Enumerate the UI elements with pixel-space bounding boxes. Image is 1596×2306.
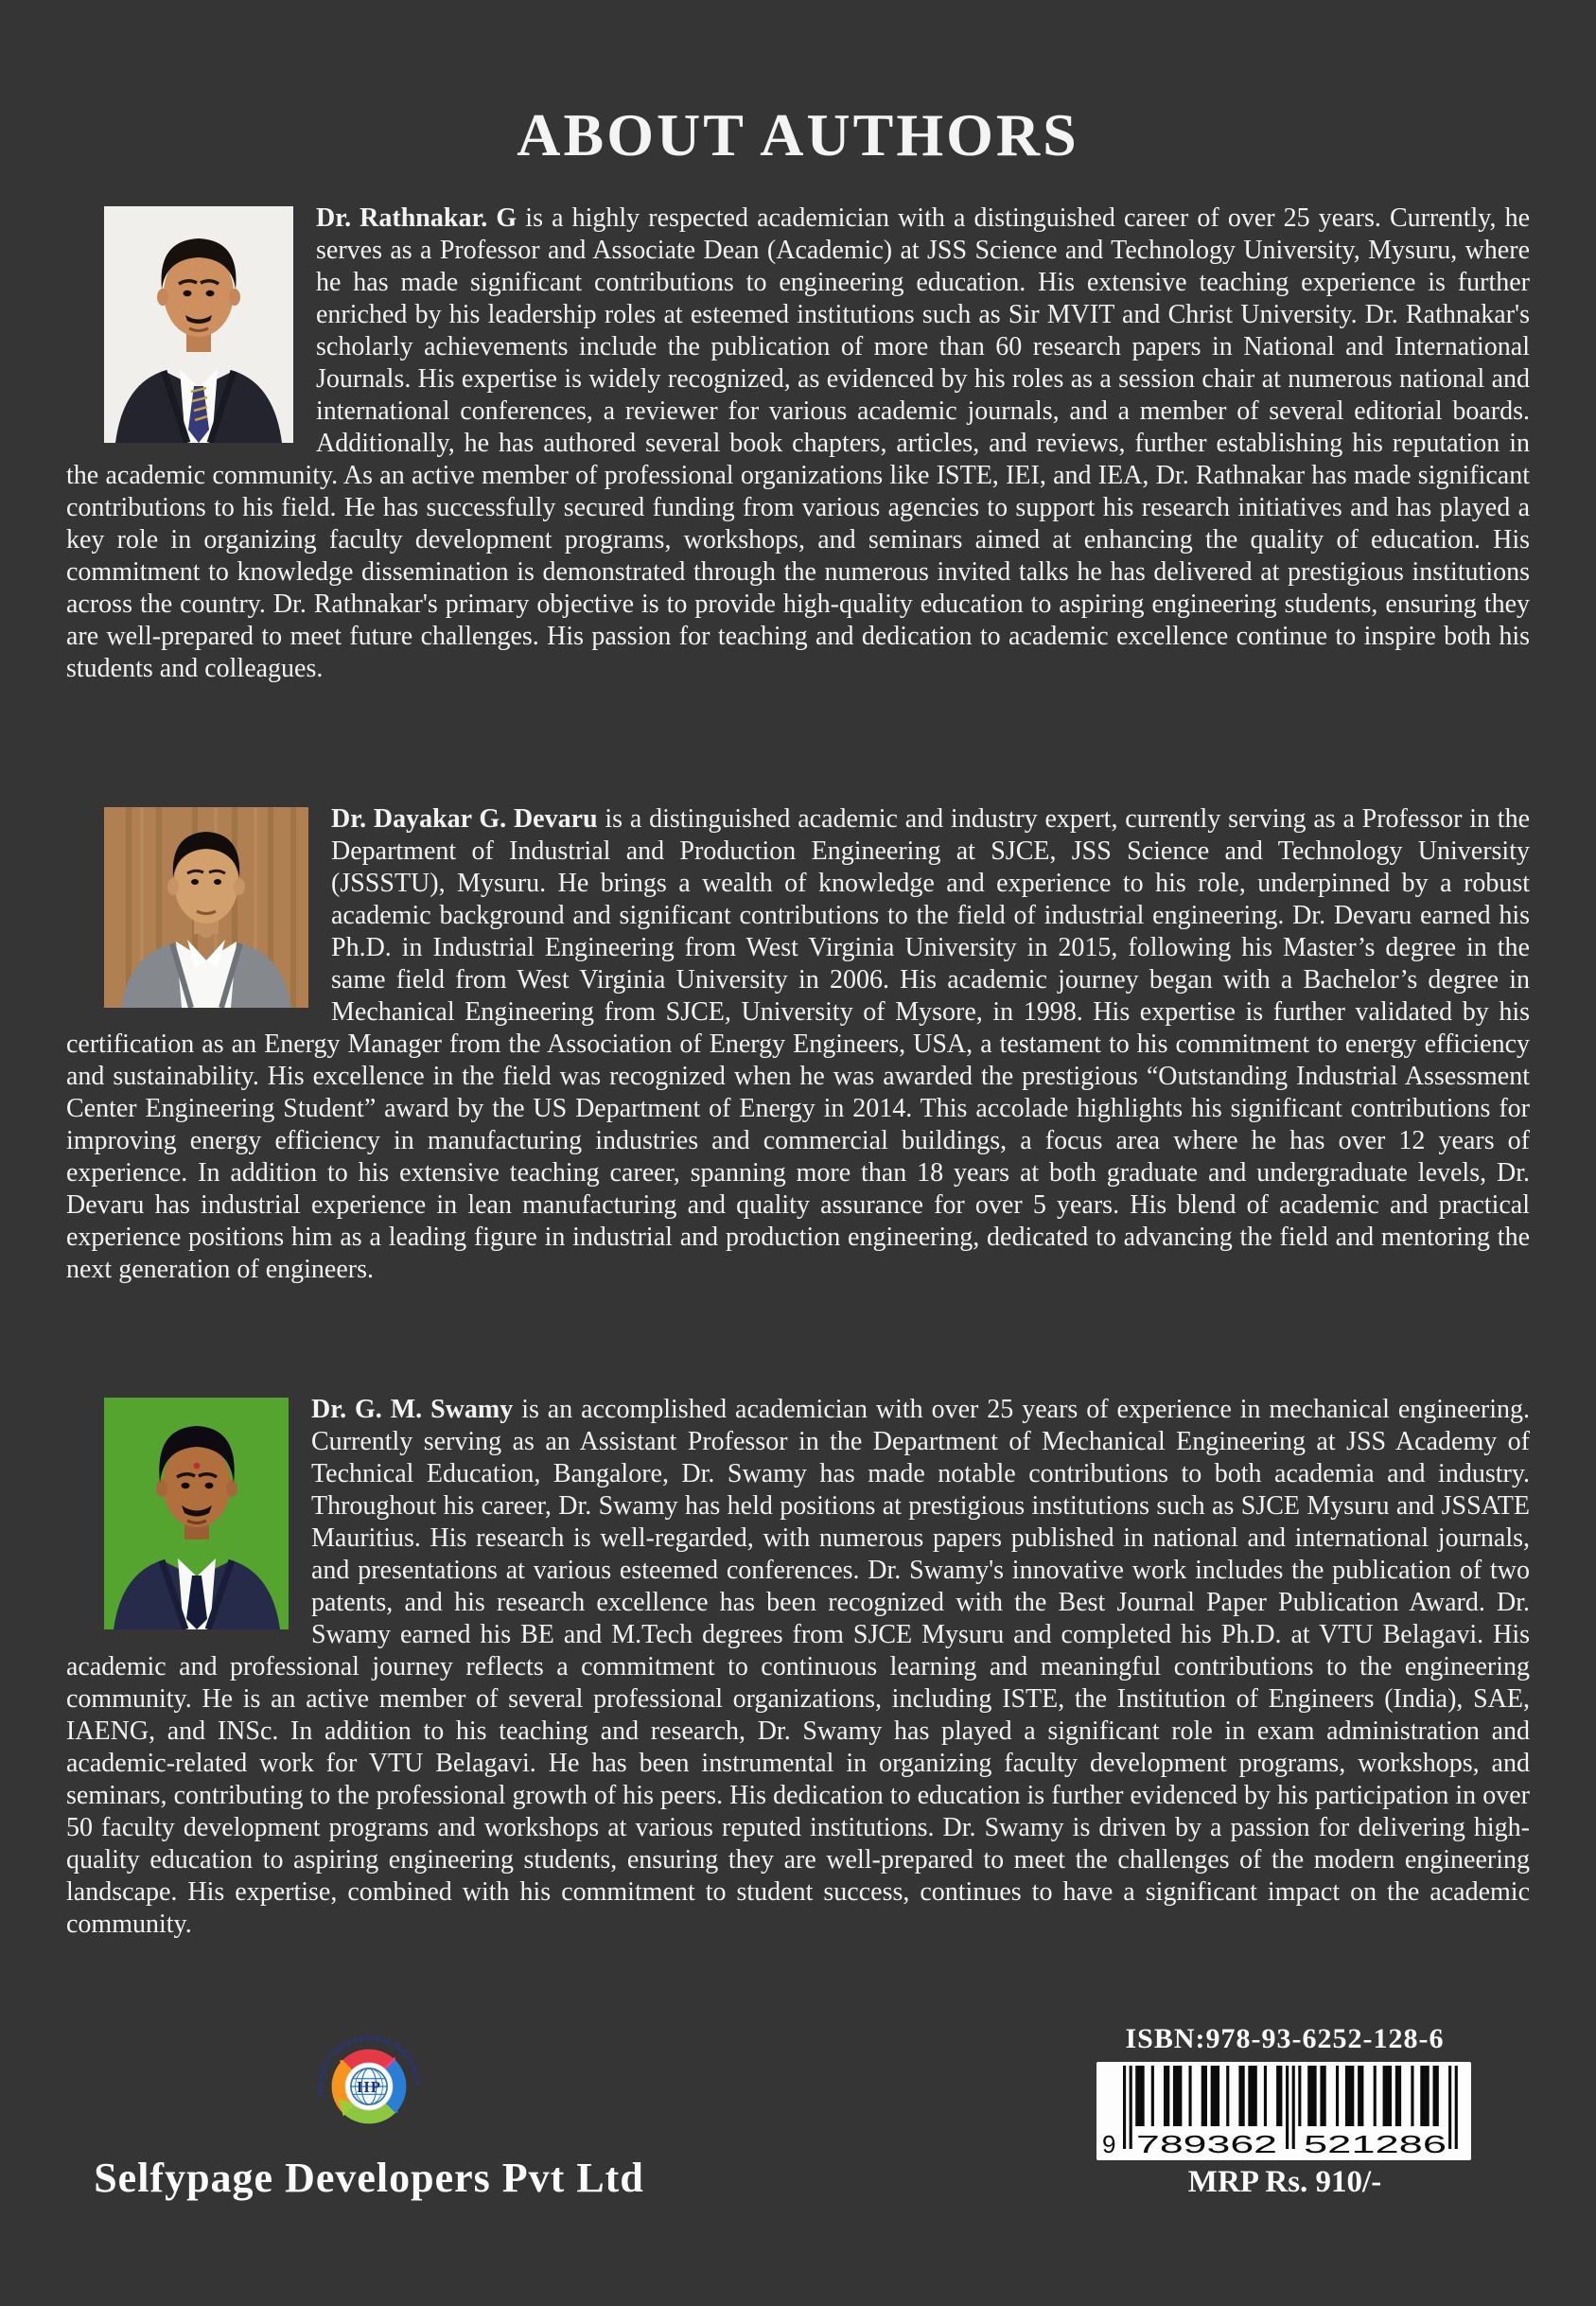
svg-text:789362: 789362: [1136, 2130, 1277, 2158]
publisher-block: [76, 2028, 662, 2202]
publisher-name: Selfypage Developers Pvt Ltd: [94, 2155, 644, 2201]
svg-text:9: 9: [1102, 2130, 1116, 2158]
author-section-rathnakar: [66, 202, 1530, 685]
iip-logo-icon: [308, 2028, 430, 2145]
mrp-text: MRP Rs. 910/-: [1187, 2165, 1382, 2199]
page-title: ABOUT AUTHORS: [517, 101, 1079, 168]
author-bio-text: is a distinguished academic and industry expert, currently serving as a Professor in the Department of Industrial and Production Engineering at SJCE, JSS Science and Technology University (JSSSTU), Mysuru. He brings a wealth of knowledge and experience to his role, underpinned by a robust academic background and significant contributions to the field of industrial engineering. Dr. Devaru earned his Ph.D. in Industrial Engineering from West Virginia University in 2015, following his Master’s degree in the same field from West Virginia University in 2006. His academic journey began with a Bachelor’s degree in Mechanical Engineering from SJCE, University of Mysore, in 1998. His expertise is further validated by his certification as an Energy Manager from the Association of Energy Engineers, USA, a testament to his commitment to energy efficiency and sustainability. His excellence in the field was recognized when he was awarded the prestigious “Outstanding Industrial Assessment Center Engineering Student” award by the US Department of Energy in 2014. This accolade highlights his significant contributions for improving energy efficiency in manufacturing industries and commercial buildings, a focus area where he has over 12 years of experience. In addition to his extensive teaching career, spanning more than 18 years at both graduate and undergraduate levels, Dr. Devaru has industrial experience in lean manufacturing and quality assurance for over 5 years. His blend of academic and practical experience positions him as a leading figure in industrial and production engineering, dedicated to advancing the field and mentoring the next generation of engineers.: [66, 804, 1530, 1284]
author-name: Dr. Dayakar G. Devaru: [331, 804, 598, 834]
author-name: Dr. G. M. Swamy: [311, 1395, 514, 1424]
portrait-man-icon: [104, 807, 308, 1008]
author-photo-devaru: [104, 807, 308, 1008]
author-bio-text: is a highly respected academician with a distinguished career of over 25 years. Currently, he serves as a Professor and Associate Dean (Academic) at JSS Science and Technology University, Mysuru, where he has made significant contributions to engineering education. His extensive teaching experience is further enriched by his leadership roles at esteemed institutions such as Sir MVIT and Christ University. Dr. Rathnakar's scholarly achievements include the publication of more than 60 research papers in National and International Journals. His expertise is widely recognized, as evidenced by his roles as a session chair at numerous national and international conferences, a reviewer for various academic journals, and a member of several editorial boards. Additionally, he has authored several book chapters, articles, and reviews, further establishing his reputation in the academic community. As an active member of professional organizations like ISTE, IEI, and IEA, Dr. Rathnakar has made significant contributions to his field. He has successfully secured funding from various agencies to support his research initiatives and has played a key role in organizing faculty development programs, workshops, and seminars aimed at enhancing the quality of education. His commitment to knowledge dissemination is demonstrated through the numerous invited talks he has delivered at prestigious institutions across the country. Dr. Rathnakar's primary objective is to provide high-quality education to aspiring engineering students, ensuring they are well-prepared to meet future challenges. His passion for teaching and dedication to academic excellence continue to inspire both his students and colleagues.: [66, 203, 1530, 683]
author-section-swamy: [66, 1394, 1530, 1941]
author-photo-rathnakar: [104, 206, 293, 443]
isbn-block: [1096, 2023, 1473, 2200]
logo-ring-text: Iterative International Publishers: [315, 2033, 423, 2099]
portrait-man-icon: [104, 1398, 289, 1629]
portrait-man-icon: [104, 206, 293, 443]
publisher-logo: [308, 2028, 430, 2145]
author-bio-text: is an accomplished academician with over 25 years of experience in mechanical engineering. Currently serving as an Assistant Professor in the Department of Mechanical Engineering at JSS Academy of Technical Education, Bangalore, Dr. Swamy has made notable contributions to both academia and industry. Throughout his career, Dr. Swamy has held positions at prestigious institutions such as SJCE Mysuru and JSSATE Mauritius. His research is well-regarded, with numerous papers published in national and international journals, and presentations at various esteemed conferences. Dr. Swamy's innovative work includes the publication of two patents, and his research excellence has been recognized with the Best Journal Paper Publication Award. Dr. Swamy earned his BE and M.Tech degrees from SJCE Mysuru and completed his Ph.D. at VTU Belagavi. His academic and professional journey reflects a commitment to continuous learning and meaningful contributions to the engineering community. He is an active member of several professional organizations, including ISTE, the Institution of Engineers (India), SAE, IAENG, and INSc. In addition to his teaching and research, Dr. Swamy has played a significant role in exam administration and academic-related work for VTU Belagavi. He has been instrumental in organizing faculty development programs, workshops, and seminars, contributing to the professional growth of his peers. His dedication to education is further evidenced by his participation in over 50 faculty development programs and workshops at various reputed institutions. Dr. Swamy is driven by a passion for delivering high-quality education to aspiring engineering students, ensuring they are well-prepared to meet the challenges of the modern engineering landscape. His expertise, combined with his commitment to student success, continues to have a significant impact on the academic community.: [66, 1395, 1531, 1939]
svg-text:521286: 521286: [1304, 2130, 1447, 2158]
author-photo-swamy: [104, 1398, 289, 1629]
barcode: [1096, 2062, 1471, 2160]
author-section-devaru: [66, 803, 1530, 1286]
isbn-text: ISBN:978-93-6252-128-6: [1125, 2023, 1445, 2054]
author-name: Dr. Rathnakar. G: [316, 203, 517, 233]
barcode-bars: [1096, 2062, 1471, 2160]
logo-monogram: IIP: [356, 2078, 382, 2097]
